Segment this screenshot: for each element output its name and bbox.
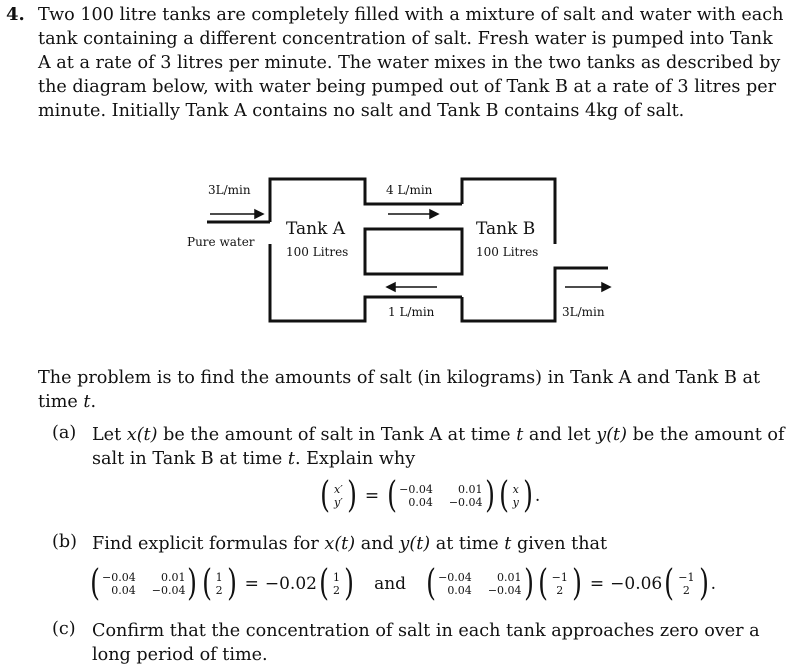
part-a-label: (a) (52, 423, 77, 443)
tank-a-name: Tank A (286, 219, 346, 239)
inflow-arrow-icon (255, 210, 263, 218)
outflow-arrow-icon (602, 283, 610, 291)
transfer-left-arrow-icon (387, 283, 395, 291)
part-c-label: (c) (52, 619, 76, 639)
problem-number: 4. (6, 4, 25, 25)
middle-block (365, 229, 462, 274)
part-a-text: Let x(t) be the amount of salt in Tank A at time t and let y(t) be the amount of salt in Tank B at time t. Explain why (92, 425, 785, 469)
equation-a: ( x′ y′ ) = ( −0.04 0.01 0.04 −0.04 ) ( x y ) . (320, 475, 541, 516)
part-b-text: Find explicit formulas for x(t) and y(t) at time t given that (92, 534, 608, 554)
transfer-right-arrow-icon (430, 210, 438, 218)
part-b-label: (b) (52, 532, 77, 552)
part-c-text: Confirm that the concentration of salt in each tank approaches zero over a long period of time. (92, 621, 760, 665)
tank-b-volume: 100 Litres (476, 245, 539, 259)
tank-diagram (0, 160, 791, 360)
tank-a-volume: 100 Litres (286, 245, 349, 259)
inflow-label: Pure water (187, 235, 255, 249)
problem-lead: The problem is to find the amounts of salt (in kilograms) in Tank A and Tank B at time t. (38, 368, 761, 412)
problem-intro: Two 100 litre tanks are completely filled with a mixture of salt and water with each tank containing a different concentration of salt. Fresh water is pumped into Tank A at a rate of 3 litres per minute. The water mixes in the two tanks as described by the diagram below, with water being pumped out of Tank B at a rate of 3 litres per minute. Initially Tank A contains no salt and Tank B contains 4kg of salt. (38, 5, 784, 121)
equation-b: ( −0.04 0.01 0.04 −0.04 ) ( 1 2 ) = −0.02 ( 1 2 ) and ( −0.04 0.01 0.04 −0.04 ) ( −1 2 ) = −0.06 ( −1 2 ) . (90, 563, 716, 604)
outflow-rate: 3L/min (562, 305, 605, 319)
inflow-rate: 3L/min (208, 183, 251, 197)
tank-b-name: Tank B (476, 219, 536, 239)
transfer-ab-rate: 4 L/min (386, 183, 433, 197)
transfer-ba-rate: 1 L/min (388, 305, 435, 319)
